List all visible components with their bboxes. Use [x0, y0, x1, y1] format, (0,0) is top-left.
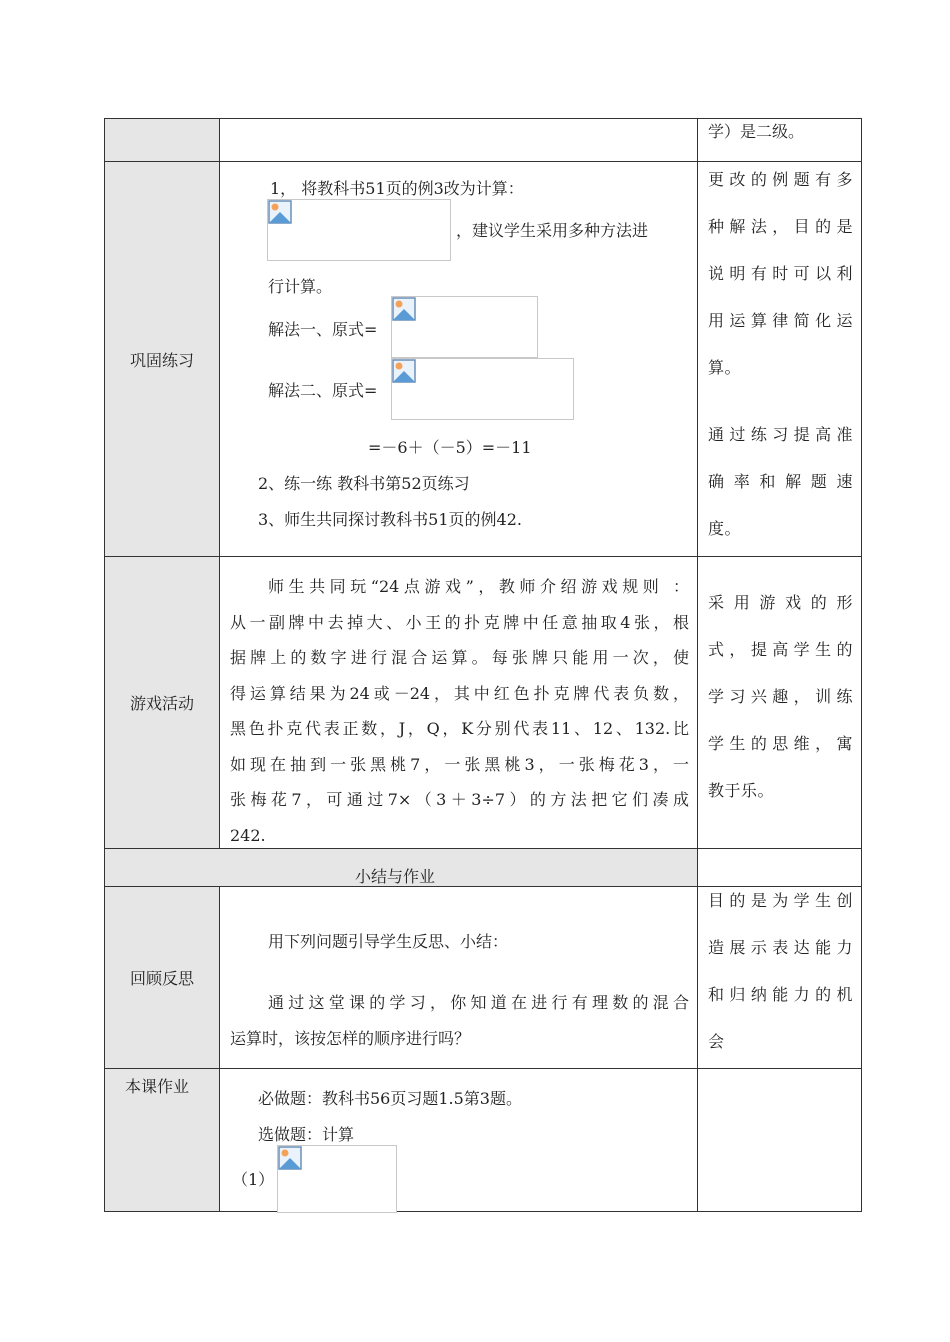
practice-line2: ，建议学生采用多种方法进	[456, 221, 649, 240]
game-line: 得运算结果为24或－24，其中红色扑克牌代表负数，	[230, 683, 689, 703]
practice-content-cell	[219, 161, 698, 557]
broken-image-icon	[278, 1146, 302, 1170]
review-note-cell	[697, 886, 862, 1069]
broken-image-icon	[268, 200, 292, 224]
practice-label-cell	[104, 161, 220, 557]
game-line: 从一副牌中去掉大、小王的扑克牌中任意抽取4张，根	[230, 612, 689, 632]
game-description	[230, 569, 689, 853]
review-note	[708, 877, 853, 1065]
formula-image-4	[277, 1145, 397, 1213]
broken-image-icon	[392, 359, 416, 383]
note-line: 度。	[708, 519, 742, 538]
note-line: 学生的思维，寓	[708, 734, 853, 753]
formula-image-1	[267, 199, 451, 261]
review-label-cell	[104, 886, 220, 1069]
row1-label-cell	[104, 118, 220, 162]
summary-header-cell	[104, 848, 698, 887]
review-content-cell	[219, 886, 698, 1069]
review-line2: 通过这堂课的学习，你知道在进行有理数的混合	[268, 993, 689, 1012]
review-line1: 用下列问题引导学生反思、小结：	[268, 932, 509, 951]
row1-note: 学）是二级。	[708, 122, 805, 141]
practice-note-a	[708, 156, 853, 391]
homework-item-number: （1）	[232, 1170, 275, 1189]
homework-required: 必做题：教科书56页习题1.5第3题。	[258, 1089, 522, 1108]
formula-image-2	[391, 296, 538, 358]
review-line3: 运算时，该按怎样的顺序进行吗？	[230, 1028, 471, 1048]
game-line: 张梅花7，可通过7×（3＋3÷7）的方法把它们凑成	[230, 790, 689, 809]
practice-line1: 1， 将教科书51页的例3改为计算：	[270, 179, 524, 198]
note-line: 学习兴趣，训练	[708, 687, 853, 706]
practice-item2: 2、练一练 教科书第52页练习	[258, 474, 470, 493]
homework-note-cell	[697, 1068, 862, 1212]
game-note	[708, 579, 853, 814]
note-line: 算。	[708, 358, 742, 377]
note-line: 种解法，目的是	[708, 217, 853, 236]
summary-title: 小结与作业	[355, 867, 436, 886]
note-line: 采用游戏的形	[708, 593, 853, 612]
review-label: 回顾反思	[129, 969, 194, 988]
note-line: 说明有时可以利	[708, 264, 853, 283]
homework-content-cell	[219, 1068, 698, 1212]
game-label-cell	[104, 556, 220, 849]
practice-note-b	[708, 411, 853, 552]
note-line: 用运算律简化运	[708, 311, 853, 330]
homework-label-cell	[104, 1068, 220, 1212]
note-line: 式，提高学生的	[708, 640, 853, 659]
practice-note-cell	[697, 161, 862, 557]
game-line: 据牌上的数字进行混合运算。每张牌只能用一次，使	[230, 648, 689, 667]
homework-label: 本课作业	[125, 1077, 190, 1096]
game-content-cell	[219, 556, 698, 849]
note-line: 造展示表达能力	[708, 938, 853, 957]
game-line: 黑色扑克代表正数，J，Q，K分别代表11、12、132.比	[230, 719, 689, 738]
game-label: 游戏活动	[129, 694, 194, 713]
method2-label: 解法二、原式=	[268, 381, 378, 400]
formula-image-3	[391, 358, 574, 420]
note-line: 会	[708, 1032, 725, 1051]
note-line: 更改的例题有多	[708, 170, 853, 189]
row1-content-cell	[219, 118, 698, 162]
note-line: 教于乐。	[708, 781, 775, 800]
practice-line3: 行计算。	[268, 277, 333, 296]
broken-image-icon	[392, 297, 416, 321]
note-line: 确率和解题速	[708, 472, 853, 491]
method1-label: 解法一、原式=	[268, 320, 378, 339]
game-line: 师生共同玩“24点游戏”，教师介绍游戏规则 ：	[268, 577, 689, 596]
note-line: 和归纳能力的机	[708, 985, 853, 1004]
note-line: 目的是为学生创	[708, 891, 853, 910]
game-note-cell	[697, 556, 862, 849]
practice-label: 巩固练习	[129, 350, 194, 370]
practice-item3: 3、师生共同探讨教科书51页的例42.	[258, 510, 522, 529]
game-line: 如现在抽到一张黑桃7，一张黑桃3，一张梅花3，一	[230, 754, 689, 774]
lesson-table	[104, 118, 862, 1212]
homework-optional: 选做题：计算	[258, 1125, 355, 1144]
note-line: 通过练习提高准	[708, 425, 853, 444]
review-question	[230, 985, 689, 1056]
game-line: 242.	[230, 825, 266, 845]
practice-result: =－6＋（－5）=－11	[368, 438, 532, 457]
